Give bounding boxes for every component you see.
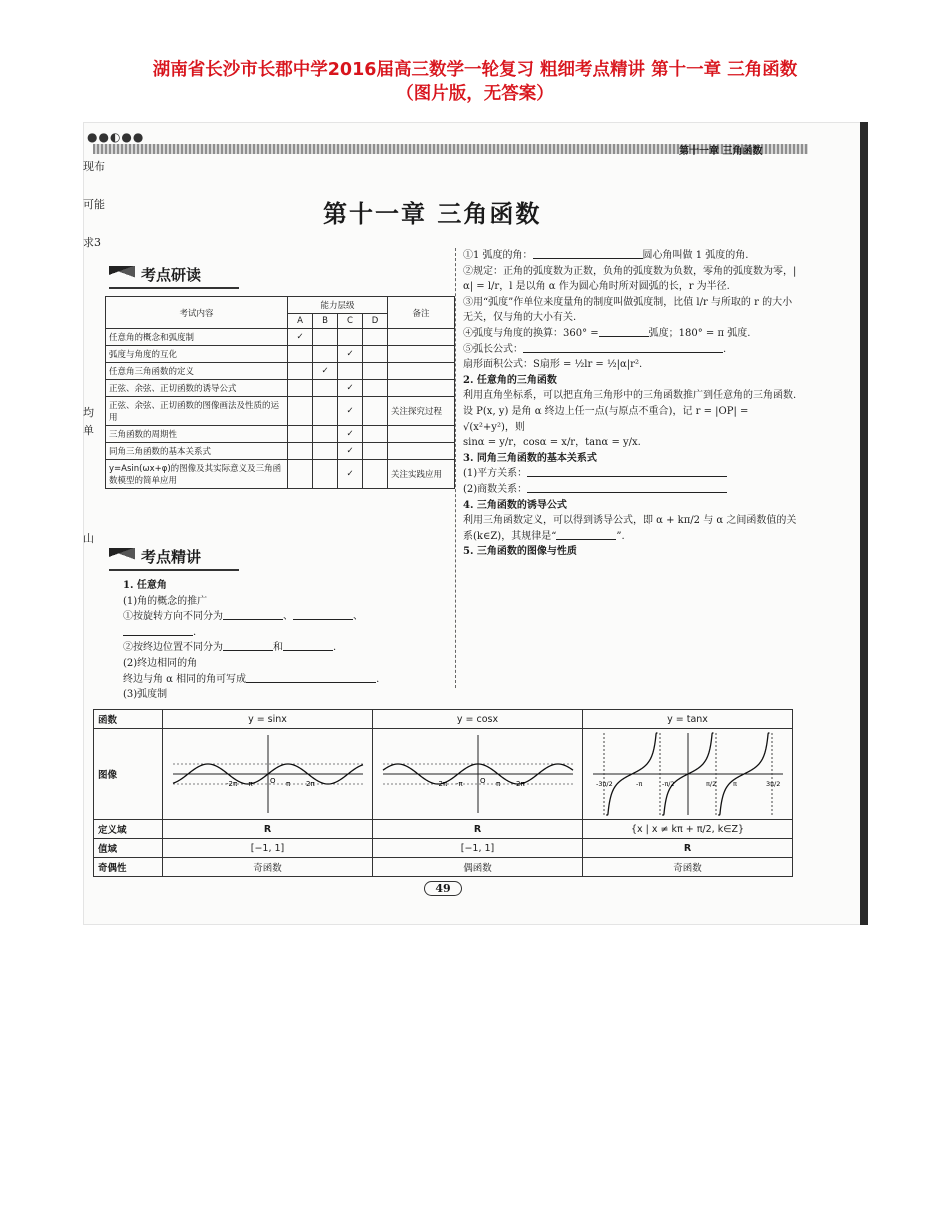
section-heading-study (109, 264, 201, 285)
text-line: (1)角的概念的推广 (123, 595, 208, 607)
margin-fragment: 可能 (83, 198, 105, 211)
sin-graph-cell (163, 729, 373, 820)
req-header-note: 备注 (388, 297, 455, 329)
req-cell-content: 正弦、余弦、正切函数的诱导公式 (106, 380, 288, 397)
text-line: 5. 三角函数的图像与性质 (463, 546, 577, 558)
scanned-page (83, 122, 868, 925)
tick-label: -π (635, 780, 642, 788)
req-cell-content: 任意角的概念和弧度制 (106, 329, 288, 346)
table-row (106, 363, 455, 380)
text-span: ①按旋转方向不同分为 (123, 611, 223, 623)
fill-blank (246, 672, 376, 683)
req-cell-check: ✓ (338, 426, 363, 443)
req-cell-check (313, 397, 338, 426)
fill-blank (283, 640, 333, 651)
req-cell-check: ✓ (338, 443, 363, 460)
req-cell-content: y=Asin(ωx+φ)的图像及其实际意义及三角函数模型的简单应用 (106, 460, 288, 489)
tick-label: π/2 (705, 780, 716, 788)
req-cell-check (363, 329, 388, 346)
req-cell-check: ✓ (338, 460, 363, 489)
tick-label: -2π (435, 780, 447, 788)
text-line: . (123, 625, 463, 641)
req-cell-check: ✓ (288, 329, 313, 346)
heading-underline (109, 569, 239, 571)
text-line: 终边与角 α 相同的角可写成 . (123, 673, 380, 685)
req-cell-check (288, 363, 313, 380)
req-cell-check (338, 363, 363, 380)
text-line: (2)终边相同的角 (123, 657, 198, 669)
text-span: ④弧度与角度的换算：360° = (463, 327, 599, 339)
table-row (106, 397, 455, 426)
req-cell-check (363, 346, 388, 363)
func-name-cos: y = cosx (373, 710, 583, 729)
section-heading-lecture (109, 546, 201, 567)
fill-blank (223, 640, 273, 651)
text-line: 4. 三角函数的诱导公式 (463, 499, 567, 511)
req-cell-check (313, 346, 338, 363)
cos-graph (378, 731, 578, 817)
fill-blank (533, 248, 643, 259)
table-row (106, 329, 455, 346)
sin-graph (168, 731, 368, 817)
pen-icon (109, 548, 135, 564)
tick-label: π (285, 780, 290, 788)
fill-blank (527, 482, 727, 493)
fill-blank (523, 342, 723, 353)
func-name-tan: y = tanx (583, 710, 793, 729)
fill-blank (556, 529, 616, 540)
tick-label: 3π/2 (765, 780, 780, 788)
tick-label: 2π (305, 780, 315, 788)
req-cell-check (313, 443, 338, 460)
table-row (106, 460, 455, 489)
text-span: ①1 弧度的角： (463, 250, 533, 261)
req-cell-note (388, 346, 455, 363)
text-span: 利用三角函数定义，可以得到诱导公式，即 α + kπ/2 与 α 之间函数值的关系(k∈Z)，其规律是“ (463, 515, 797, 542)
text-span: 、 (353, 611, 363, 623)
req-cell-note (388, 380, 455, 397)
right-column-text (463, 248, 801, 560)
text-span: ”. (616, 530, 625, 542)
tick-label: O (479, 777, 486, 785)
tick-label: -3π/2 (595, 780, 613, 788)
req-level-c: C (338, 314, 363, 329)
req-cell-check (363, 443, 388, 460)
req-header-level: 能力层级 (288, 297, 388, 314)
graph-row-label: 图像 (94, 729, 163, 820)
page-number-label: 49 (424, 881, 461, 896)
req-cell-check (288, 346, 313, 363)
text-line: 3. 同角三角函数的基本关系式 (463, 452, 597, 464)
fill-blank (223, 609, 283, 620)
func-header-label: 函数 (94, 710, 163, 729)
req-cell-check (338, 329, 363, 346)
tick-label: O (269, 777, 276, 785)
req-cell-content: 三角函数的周期性 (106, 426, 288, 443)
req-cell-check (288, 380, 313, 397)
req-cell-content: 任意角三角函数的定义 (106, 363, 288, 380)
domain-tan: {x | x ≠ kπ + π/2, k∈Z} (583, 820, 793, 839)
fill-blank (123, 625, 193, 636)
range-cos: [−1, 1] (373, 839, 583, 858)
margin-fragment: 求3 (83, 236, 101, 249)
tick-label: π (495, 780, 500, 788)
text-line (463, 326, 801, 342)
text-line: 2. 任意角的三角函数 (463, 374, 557, 386)
text-line (463, 248, 801, 264)
fill-blank (293, 609, 353, 620)
text-line: ③用“弧度”作单位来度量角的制度叫做弧度制，比值 l/r 与所取的 r 的大小无关，仅与角的大小有关. (463, 296, 793, 324)
parity-tan: 奇函数 (583, 858, 793, 877)
req-cell-check: ✓ (338, 397, 363, 426)
tick-label: -π (245, 780, 253, 788)
req-cell-check: ✓ (313, 363, 338, 380)
parity-cos: 偶函数 (373, 858, 583, 877)
margin-fragment: 均 (83, 406, 94, 419)
req-cell-check (363, 426, 388, 443)
pen-icon (109, 266, 135, 282)
req-cell-check (288, 443, 313, 460)
req-cell-check (288, 426, 313, 443)
text-line: ②规定：正角的弧度数为正数，负角的弧度数为负数，零角的弧度数为零，|α| = l/r，l 是以角 α 作为圆心角时所对圆弧的长，r 为半径. (463, 265, 797, 293)
domain-sin: R (163, 820, 373, 839)
table-row (106, 380, 455, 397)
fill-blank (599, 326, 649, 337)
page-number (413, 882, 473, 895)
req-level-a: A (288, 314, 313, 329)
document-title-line2: （图片版，无答案） (396, 84, 554, 104)
scan-edge-shadow (860, 122, 868, 925)
req-header-content: 考试内容 (106, 297, 288, 329)
tick-label: π (732, 780, 737, 788)
table-row (106, 346, 455, 363)
req-cell-check (288, 397, 313, 426)
tick-label: -2π (225, 780, 237, 788)
text-line (463, 513, 801, 544)
text-span: (1)平方关系： (463, 468, 528, 480)
tick-label: -π (455, 780, 463, 788)
req-cell-check (363, 363, 388, 380)
req-cell-content: 正弦、余弦、正切函数的图像画法及性质的运用 (106, 397, 288, 426)
req-cell-check (363, 380, 388, 397)
text-line: (3)弧度制 (123, 689, 168, 701)
tan-graph-cell (583, 729, 793, 820)
req-cell-note: 关注探究过程 (388, 397, 455, 426)
req-level-b: B (313, 314, 338, 329)
req-cell-note (388, 329, 455, 346)
chapter-title: 第十一章 三角函数 (323, 199, 542, 228)
req-cell-check (288, 460, 313, 489)
fill-blank (527, 466, 727, 477)
text-line (463, 466, 801, 482)
text-span: 和 (273, 642, 283, 654)
margin-fragment: 单 (83, 424, 94, 437)
text-line: ⑤弧长公式： . (463, 343, 727, 355)
req-cell-check (313, 380, 338, 397)
req-cell-note: 关注实践应用 (388, 460, 455, 489)
range-tan: R (583, 839, 793, 858)
req-cell-content: 同角三角函数的基本关系式 (106, 443, 288, 460)
req-cell-check (313, 460, 338, 489)
cos-graph-cell (373, 729, 583, 820)
text-span: (2)商数关系： (463, 483, 528, 495)
function-properties-table (93, 709, 793, 877)
running-head: 第十一章 三角函数 (679, 146, 763, 157)
req-cell-check: ✓ (338, 380, 363, 397)
text-line: ②按终边位置不同分为 和 . (123, 642, 337, 654)
parity-row-label: 奇偶性 (94, 858, 163, 877)
text-span: 、 (283, 611, 293, 623)
text-span: 终边与角 α 相同的角可写成 (123, 673, 247, 685)
req-level-d: D (363, 314, 388, 329)
tan-graph (588, 731, 788, 817)
heading-underline (109, 287, 239, 289)
req-cell-check (363, 397, 388, 426)
text-span: 圆心角叫做 1 弧度的角. (642, 250, 749, 261)
req-cell-content: 弧度与角度的互化 (106, 346, 288, 363)
req-cell-note (388, 426, 455, 443)
section-heading-label: 考点精讲 (141, 548, 202, 566)
document-title-line1: 湖南省长沙市长郡中学2016届高三数学一轮复习 粗细考点精讲 第十一章 三角函数 (152, 60, 798, 80)
req-cell-check (363, 460, 388, 489)
domain-cos: R (373, 820, 583, 839)
req-cell-check (313, 329, 338, 346)
column-divider (455, 248, 456, 688)
text-span: 弧度；180° = π 弧度. (648, 327, 751, 339)
text-span: ②按终边位置不同分为 (123, 642, 223, 654)
req-cell-note (388, 443, 455, 460)
parity-sin: 奇函数 (163, 858, 373, 877)
text-line: 利用直角坐标系，可以把直角三角形中的三角函数推广到任意角的三角函数. 设 P(x, y) 是角 α 终边上任一点(与原点不重合)，记 r = |OP| = √(x²+y²)，则 (463, 390, 797, 433)
text-line: 1. 任意角 (123, 580, 167, 591)
header-dots-decoration: ●●◐●● (87, 130, 145, 144)
range-sin: [−1, 1] (163, 839, 373, 858)
section-heading-label: 考点研读 (141, 266, 202, 284)
text-line (463, 482, 801, 498)
margin-fragment: 现布 (83, 160, 105, 173)
tick-label: 2π (515, 780, 525, 788)
requirements-table (105, 296, 455, 489)
func-name-sin: y = sinx (163, 710, 373, 729)
document-title (0, 58, 950, 106)
text-line: 扇形面积公式：S扇形 = ½lr = ½|α|r². (463, 359, 643, 371)
req-cell-note (388, 363, 455, 380)
range-row-label: 值域 (94, 839, 163, 858)
table-row (106, 443, 455, 460)
domain-row-label: 定义域 (94, 820, 163, 839)
table-row (106, 426, 455, 443)
text-span: ⑤弧长公式： (463, 343, 523, 355)
text-line: sinα = y/r，cosα = x/r，tanα = y/x. (463, 437, 641, 449)
left-column-text (123, 578, 463, 703)
text-line (123, 609, 463, 625)
req-cell-check: ✓ (338, 346, 363, 363)
tick-label: -π/2 (661, 780, 675, 788)
margin-fragment: 山 (83, 532, 94, 545)
req-cell-check (313, 426, 338, 443)
